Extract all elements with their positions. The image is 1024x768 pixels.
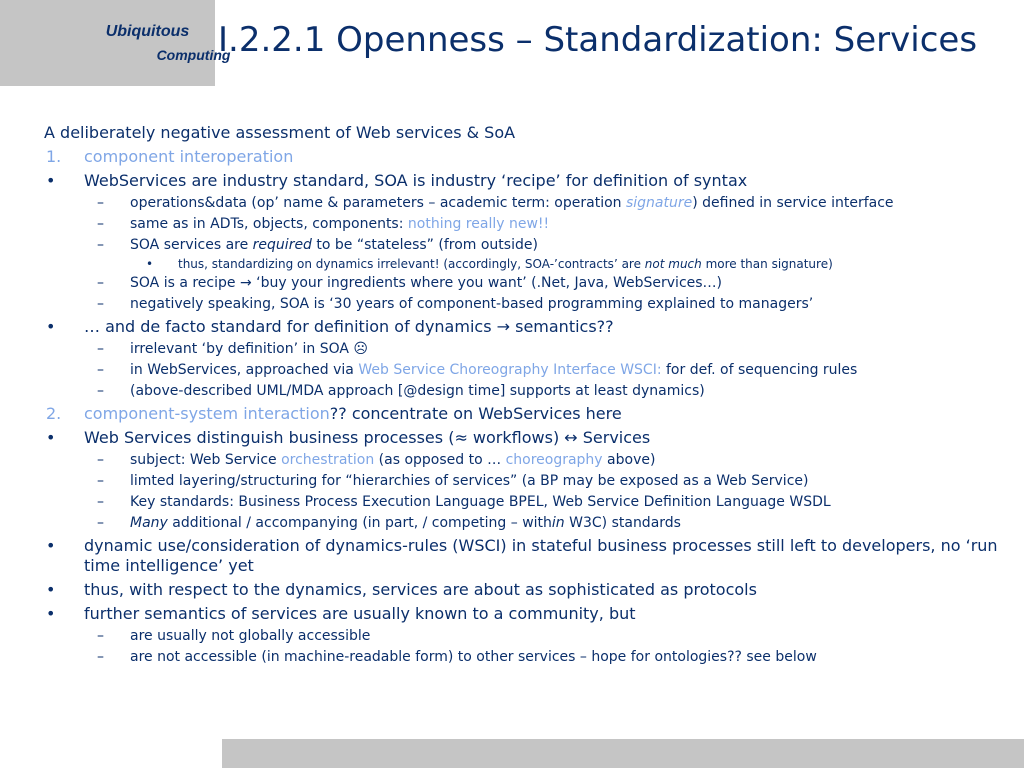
brand-line-1: Ubiquitous [105, 23, 190, 40]
item-text: more than signature) [701, 256, 833, 271]
bullet-item [44, 534, 1004, 578]
dash-marker: – [97, 215, 104, 232]
sub-item [44, 492, 1019, 513]
item-text: are not accessible (in machine-readable form) to other services – hope for ontologies?? see below [130, 648, 817, 665]
item-text-emphasis: Many [130, 514, 168, 531]
item-text: ?? concentrate on WebServices here [329, 403, 622, 423]
bullet-marker: • [46, 427, 56, 447]
item-text-highlight: choreography [505, 451, 603, 468]
item-text: subject: Web Service [130, 451, 282, 468]
item-text: (as opposed to … [374, 451, 506, 468]
sub-sub-item [44, 256, 1019, 273]
dash-marker: – [97, 340, 104, 357]
dash-marker: – [97, 194, 104, 211]
item-text: same as in ADTs, objects, components: [130, 215, 408, 232]
sub-item [44, 339, 1019, 360]
item-text-emphasis: not much [644, 256, 702, 271]
item-text: are usually not globally accessible [130, 627, 371, 644]
item-text: WebServices are industry standard, SOA is industry ‘recipe’ for definition of syntax [84, 170, 748, 190]
dash-marker: – [97, 274, 104, 291]
bullet-marker: • [46, 170, 56, 190]
bullet-item [44, 602, 1019, 626]
item-text-emphasis: required [252, 236, 312, 253]
item-text-highlight: component-system interaction [84, 403, 330, 423]
dash-marker: – [97, 627, 104, 644]
item-text: thus, standardizing on dynamics irrelevant! (accordingly, SOA-’contracts’ are [178, 256, 645, 271]
sub-item [44, 626, 1019, 647]
bullet-item [44, 578, 1019, 602]
item-text-emphasis: in [551, 514, 565, 531]
sub-item [44, 273, 1019, 294]
dash-marker: – [97, 648, 104, 665]
item-text: Key standards: Business Process Execution Language BPEL, Web Service Definition Language WSDL [130, 493, 831, 510]
sub-item [44, 471, 1019, 492]
brand-box [0, 0, 231, 86]
dash-marker: – [97, 361, 104, 378]
item-text: additional / accompanying (in part, / competing – with [167, 514, 552, 531]
bullet-marker: • [46, 579, 56, 599]
sub-item [44, 513, 1019, 534]
item-text: thus, with respect to the dynamics, services are about as sophisticated as protocols [84, 579, 757, 599]
item-text: Web Services distinguish business processes (≈ workflows) ↔ Services [84, 427, 651, 447]
numbered-item-1 [44, 145, 1019, 169]
numbered-item-2 [44, 402, 1019, 426]
sub-item [44, 360, 1019, 381]
dash-marker: – [97, 382, 104, 399]
item-text: SOA is a recipe → ‘buy your ingredients where you want’ (.Net, Java, WebServices…) [130, 274, 723, 291]
sub-item [44, 450, 1019, 471]
footer-bar [222, 739, 1024, 768]
bullet-marker: • [146, 256, 154, 271]
dash-marker: – [97, 451, 104, 468]
slide-title: I.2.2.1 Openness – Standardization: Services [218, 20, 978, 60]
item-text-highlight: signature [625, 194, 693, 211]
dash-marker: – [97, 514, 104, 531]
item-text: negatively speaking, SOA is ‘30 years of component-based programming explained to managers’ [130, 295, 814, 312]
number-marker: 2. [46, 403, 62, 423]
sub-item [44, 214, 1019, 235]
bullet-marker: • [46, 316, 56, 336]
item-text: ) defined in service interface [692, 194, 894, 211]
item-text: irrelevant ‘by definition’ in SOA ☹ [130, 340, 369, 357]
sub-item [44, 235, 1019, 256]
intro-line: A deliberately negative assessment of Web services & SoA [44, 123, 516, 142]
item-text: component interoperation [84, 146, 294, 166]
item-text: operations&data (op’ name & parameters – academic term: operation [130, 194, 626, 211]
bullet-marker: • [46, 603, 56, 623]
item-text: limted layering/structuring for “hierarchies of services” (a BP may be exposed as a Web Service) [130, 472, 809, 489]
item-text: W3C) standards [564, 514, 681, 531]
item-text: in WebServices, approached via [130, 361, 359, 378]
item-text-highlight: nothing really new!! [407, 215, 550, 232]
dash-marker: – [97, 472, 104, 489]
item-text-highlight: orchestration [281, 451, 375, 468]
bullet-marker: • [46, 535, 56, 555]
slide-content [44, 121, 1019, 668]
dash-marker: – [97, 493, 104, 510]
item-text: … and de facto standard for definition of dynamics → semantics?? [84, 316, 614, 336]
brand-line-2: Computing [156, 47, 231, 63]
item-text: above) [602, 451, 656, 468]
sub-item [44, 193, 1019, 214]
bullet-item [44, 169, 1019, 193]
item-text: (above-described UML/MDA approach [@design time] supports at least dynamics) [130, 382, 705, 399]
sub-item [44, 381, 1019, 402]
item-text: further semantics of services are usually known to a community, but [84, 603, 636, 623]
number-marker: 1. [46, 146, 62, 166]
item-text: SOA services are [130, 236, 253, 253]
sub-item [44, 294, 1019, 315]
bullet-item [44, 315, 1019, 339]
item-text-highlight: Web Service Choreography Interface WSCI: [358, 361, 662, 378]
bullet-item [44, 426, 1019, 450]
dash-marker: – [97, 295, 104, 312]
item-text: for def. of sequencing rules [661, 361, 858, 378]
item-text: dynamic use/consideration of dynamics-rules (WSCI) in stateful business processes still left to developers, no ‘run time intelligence’ yet [84, 535, 998, 575]
sub-item [44, 647, 1019, 668]
dash-marker: – [97, 236, 104, 253]
item-text: to be “stateless” (from outside) [311, 236, 538, 253]
